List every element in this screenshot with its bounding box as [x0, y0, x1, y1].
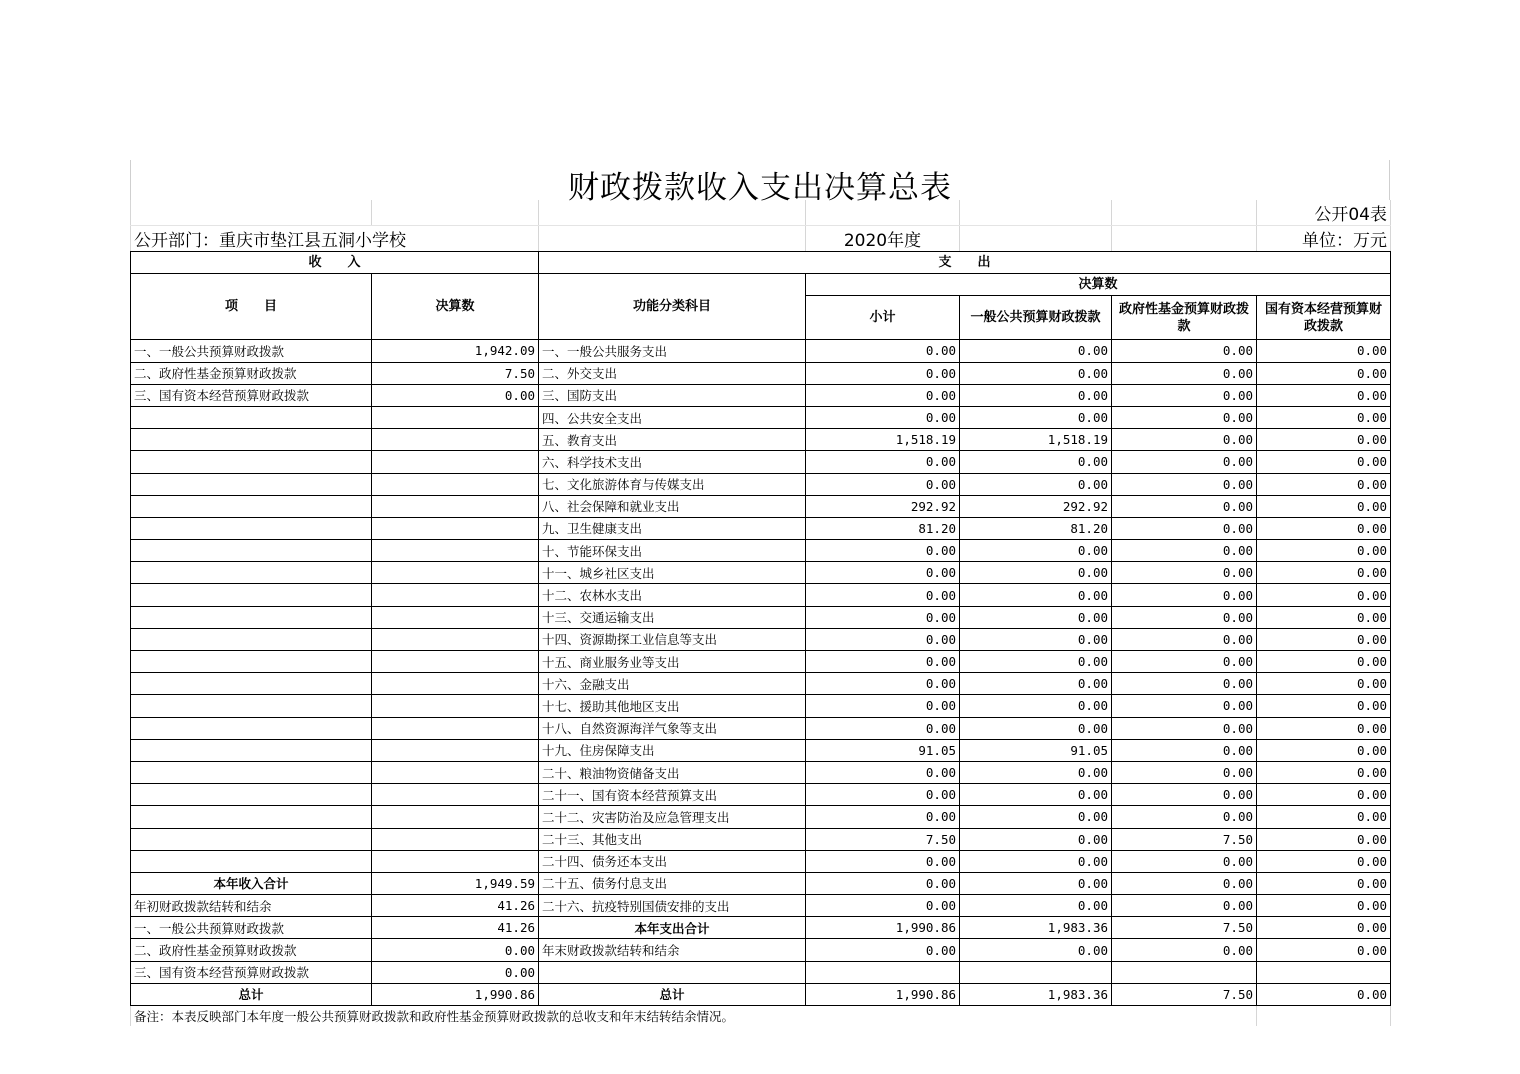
state-capital-cell: 0.00	[1257, 584, 1391, 606]
subtotal-cell: 0.00	[806, 806, 960, 828]
state-capital-cell: 0.00	[1257, 761, 1391, 783]
income-item-cell: 一、一般公共预算财政拨款	[131, 340, 372, 362]
table-row	[131, 384, 1391, 406]
table-row	[131, 495, 1391, 517]
note-table	[130, 1006, 1391, 1026]
subtotal-cell: 0.00	[806, 784, 960, 806]
state-capital-cell: 0.00	[1257, 384, 1391, 406]
state-capital-cell: 0.00	[1257, 540, 1391, 562]
gov-fund-cell: 0.00	[1112, 606, 1257, 628]
gov-fund-cell: 0.00	[1112, 517, 1257, 539]
expense-item-cell: 十三、交通运输支出	[539, 606, 806, 628]
state-capital-cell: 0.00	[1257, 429, 1391, 451]
general-budget-cell: 0.00	[960, 384, 1112, 406]
gov-fund-cell: 0.00	[1112, 495, 1257, 517]
subtotal-cell: 0.00	[806, 540, 960, 562]
func-category-header: 功能分类科目	[539, 274, 806, 340]
income-amount-cell	[372, 761, 539, 783]
general-budget-cell: 292.92	[960, 495, 1112, 517]
subtotal-cell: 292.92	[806, 495, 960, 517]
unit: 单位：万元	[1257, 226, 1391, 252]
table-row	[131, 739, 1391, 761]
income-amount-cell	[372, 451, 539, 473]
income-amount-cell	[372, 628, 539, 650]
income-amount-cell	[372, 495, 539, 517]
table-row	[131, 850, 1391, 872]
gov-fund-cell: 0.00	[1112, 695, 1257, 717]
general-budget-cell: 0.00	[960, 651, 1112, 673]
gov-fund-cell: 0.00	[1112, 761, 1257, 783]
income-item-cell	[131, 495, 372, 517]
expense-item-cell: 二十二、灾害防治及应急管理支出	[539, 806, 806, 828]
income-item-cell: 总计	[131, 983, 372, 1005]
state-capital-cell: 0.00	[1257, 495, 1391, 517]
expense-item-cell: 二十六、抗疫特别国债安排的支出	[539, 895, 806, 917]
income-item-cell	[131, 828, 372, 850]
gov-fund-cell: 0.00	[1112, 895, 1257, 917]
table-row	[131, 717, 1391, 739]
general-budget-cell: 0.00	[960, 784, 1112, 806]
subtotal-cell: 0.00	[806, 651, 960, 673]
table-row	[131, 961, 1391, 983]
gov-fund-cell: 0.00	[1112, 362, 1257, 384]
subtotal-cell: 0.00	[806, 761, 960, 783]
subtotal-cell	[806, 961, 960, 983]
general-budget-cell: 0.00	[960, 939, 1112, 961]
gov-fund-cell: 0.00	[1112, 406, 1257, 428]
gov-fund-cell: 0.00	[1112, 784, 1257, 806]
general-budget-cell: 0.00	[960, 540, 1112, 562]
subtotal-cell: 1,518.19	[806, 429, 960, 451]
gov-fund-cell: 0.00	[1112, 739, 1257, 761]
subtotal-cell: 0.00	[806, 584, 960, 606]
report-sheet	[130, 160, 1390, 1026]
finance-table	[130, 251, 1391, 1006]
expense-header: 支 出	[539, 252, 1391, 274]
income-amount-cell: 7.50	[372, 362, 539, 384]
gov-fund-cell: 0.00	[1112, 717, 1257, 739]
income-item-cell	[131, 695, 372, 717]
gov-fund-cell: 0.00	[1112, 340, 1257, 362]
state-capital-cell: 0.00	[1257, 606, 1391, 628]
expense-item-cell: 十六、金融支出	[539, 673, 806, 695]
table-row	[131, 429, 1391, 451]
expense-item-cell: 十二、农林水支出	[539, 584, 806, 606]
income-amount-cell: 41.26	[372, 895, 539, 917]
general-budget-cell: 0.00	[960, 850, 1112, 872]
income-item-cell	[131, 628, 372, 650]
table-row	[131, 895, 1391, 917]
income-item-cell	[131, 806, 372, 828]
income-item-cell: 三、国有资本经营预算财政拨款	[131, 384, 372, 406]
income-amount-cell	[372, 473, 539, 495]
item-header: 项 目	[131, 274, 372, 340]
subtotal-cell: 0.00	[806, 872, 960, 894]
subtotal-cell: 0.00	[806, 717, 960, 739]
expense-item-cell: 二十五、债务付息支出	[539, 872, 806, 894]
expense-item-cell: 九、卫生健康支出	[539, 517, 806, 539]
income-item-cell	[131, 562, 372, 584]
expense-amount-header: 决算数	[806, 274, 1391, 296]
state-capital-cell: 0.00	[1257, 406, 1391, 428]
expense-item-cell: 二十三、其他支出	[539, 828, 806, 850]
table-row	[131, 517, 1391, 539]
expense-item-cell: 十七、援助其他地区支出	[539, 695, 806, 717]
general-budget-cell: 0.00	[960, 895, 1112, 917]
general-budget-cell: 1,983.36	[960, 983, 1112, 1005]
subtotal-cell: 0.00	[806, 406, 960, 428]
subtotal-cell: 0.00	[806, 340, 960, 362]
gov-fund-cell: 0.00	[1112, 540, 1257, 562]
income-item-cell	[131, 606, 372, 628]
income-amount-cell	[372, 584, 539, 606]
income-amount-cell	[372, 651, 539, 673]
table-row	[131, 695, 1391, 717]
gov-fund-cell: 7.50	[1112, 828, 1257, 850]
subtotal-cell: 0.00	[806, 562, 960, 584]
general-budget-cell: 0.00	[960, 451, 1112, 473]
general-budget-cell: 0.00	[960, 584, 1112, 606]
state-capital-cell: 0.00	[1257, 473, 1391, 495]
subtotal-cell: 91.05	[806, 739, 960, 761]
state-capital-cell: 0.00	[1257, 362, 1391, 384]
state-capital-cell	[1257, 961, 1391, 983]
income-amount-cell: 1,949.59	[372, 872, 539, 894]
income-amount-cell	[372, 717, 539, 739]
expense-item-cell: 年末财政拨款结转和结余	[539, 939, 806, 961]
general-budget-cell: 0.00	[960, 362, 1112, 384]
table-row	[131, 917, 1391, 939]
income-amount-cell: 1,942.09	[372, 340, 539, 362]
income-amount-cell	[372, 739, 539, 761]
gov-fund-cell: 0.00	[1112, 584, 1257, 606]
table-row	[131, 473, 1391, 495]
general-budget-cell: 91.05	[960, 739, 1112, 761]
subtotal-cell: 0.00	[806, 895, 960, 917]
general-budget-cell: 0.00	[960, 761, 1112, 783]
general-budget-cell: 0.00	[960, 828, 1112, 850]
expense-item-cell: 二十四、债务还本支出	[539, 850, 806, 872]
subtotal-cell: 0.00	[806, 473, 960, 495]
gov-fund-cell: 0.00	[1112, 939, 1257, 961]
general-budget-cell: 0.00	[960, 340, 1112, 362]
income-item-cell	[131, 451, 372, 473]
expense-item-cell: 十、节能环保支出	[539, 540, 806, 562]
income-item-cell	[131, 850, 372, 872]
income-amount-header: 决算数	[372, 274, 539, 340]
general-budget-cell: 81.20	[960, 517, 1112, 539]
income-amount-cell	[372, 562, 539, 584]
state-capital-cell: 0.00	[1257, 806, 1391, 828]
income-amount-cell	[372, 784, 539, 806]
general-budget-cell: 0.00	[960, 606, 1112, 628]
title-row	[130, 160, 1390, 206]
income-amount-cell	[372, 517, 539, 539]
expense-item-cell: 六、科学技术支出	[539, 451, 806, 473]
gov-fund-cell: 0.00	[1112, 651, 1257, 673]
income-amount-cell: 0.00	[372, 384, 539, 406]
gov-fund-cell: 0.00	[1112, 850, 1257, 872]
table-row	[131, 806, 1391, 828]
state-capital-cell: 0.00	[1257, 651, 1391, 673]
income-item-cell	[131, 540, 372, 562]
table-row	[131, 628, 1391, 650]
table-row	[131, 584, 1391, 606]
state-capital-cell: 0.00	[1257, 784, 1391, 806]
income-amount-cell: 1,990.86	[372, 983, 539, 1005]
table-row	[131, 872, 1391, 894]
state-capital-cell: 0.00	[1257, 895, 1391, 917]
subtotal-cell: 1,990.86	[806, 917, 960, 939]
expense-item-cell: 总计	[539, 983, 806, 1005]
income-item-cell	[131, 784, 372, 806]
expense-item-cell: 十五、商业服务业等支出	[539, 651, 806, 673]
income-item-cell: 二、政府性基金预算财政拨款	[131, 362, 372, 384]
income-amount-cell	[372, 406, 539, 428]
income-item-cell	[131, 651, 372, 673]
state-capital-cell: 0.00	[1257, 628, 1391, 650]
state-capital-cell: 0.00	[1257, 673, 1391, 695]
expense-item-cell: 十八、自然资源海洋气象等支出	[539, 717, 806, 739]
general-budget-cell	[960, 961, 1112, 983]
general-budget-cell: 0.00	[960, 673, 1112, 695]
gov-fund-header: 政府性基金预算财政拨款	[1112, 296, 1257, 340]
income-item-cell	[131, 717, 372, 739]
state-capital-cell: 0.00	[1257, 872, 1391, 894]
gov-fund-cell: 7.50	[1112, 917, 1257, 939]
expense-item-cell: 四、公共安全支出	[539, 406, 806, 428]
table-row	[131, 673, 1391, 695]
general-budget-cell: 1,518.19	[960, 429, 1112, 451]
expense-item-cell: 五、教育支出	[539, 429, 806, 451]
income-amount-cell	[372, 806, 539, 828]
state-capital-cell: 0.00	[1257, 717, 1391, 739]
table-row	[131, 362, 1391, 384]
footnote: 备注：本表反映部门本年度一般公共预算财政拨款和政府性基金预算财政拨款的总收支和年末结转结余情况。	[131, 1006, 1257, 1026]
table-row	[131, 540, 1391, 562]
note-cell	[1257, 1006, 1391, 1026]
table-row	[131, 761, 1391, 783]
report-title: 财政拨款收入支出决算总表	[568, 170, 952, 206]
state-capital-cell: 0.00	[1257, 939, 1391, 961]
expense-item-cell: 二十一、国有资本经营预算支出	[539, 784, 806, 806]
meta-cell	[960, 226, 1112, 252]
department: 公开部门：重庆市垫江县五洞小学校	[131, 226, 539, 252]
state-capital-cell: 0.00	[1257, 517, 1391, 539]
gov-fund-cell: 7.50	[1112, 983, 1257, 1005]
gov-fund-cell: 0.00	[1112, 628, 1257, 650]
meta-cell	[539, 226, 806, 252]
income-item-cell	[131, 429, 372, 451]
form-code: 公开04表	[1257, 200, 1391, 226]
subtotal-header: 小计	[806, 296, 960, 340]
income-amount-cell	[372, 540, 539, 562]
expense-item-cell: 二十、粮油物资储备支出	[539, 761, 806, 783]
subtotal-cell: 0.00	[806, 362, 960, 384]
gov-fund-cell: 0.00	[1112, 473, 1257, 495]
income-item-cell	[131, 584, 372, 606]
state-capital-cell: 0.00	[1257, 983, 1391, 1005]
income-amount-cell	[372, 850, 539, 872]
income-amount-cell	[372, 828, 539, 850]
income-header: 收 入	[131, 252, 539, 274]
expense-item-cell: 三、国防支出	[539, 384, 806, 406]
subtotal-cell: 0.00	[806, 451, 960, 473]
income-item-cell: 二、政府性基金预算财政拨款	[131, 939, 372, 961]
state-capital-cell: 0.00	[1257, 850, 1391, 872]
expense-item-cell: 本年支出合计	[539, 917, 806, 939]
income-item-cell	[131, 761, 372, 783]
table-row	[131, 651, 1391, 673]
general-budget-cell: 0.00	[960, 695, 1112, 717]
state-capital-cell: 0.00	[1257, 451, 1391, 473]
income-item-cell: 一、一般公共预算财政拨款	[131, 917, 372, 939]
income-amount-cell	[372, 695, 539, 717]
gov-fund-cell: 0.00	[1112, 384, 1257, 406]
income-item-cell	[131, 673, 372, 695]
gov-fund-cell: 0.00	[1112, 806, 1257, 828]
table-row	[131, 406, 1391, 428]
general-budget-cell: 0.00	[960, 473, 1112, 495]
general-budget-cell: 0.00	[960, 562, 1112, 584]
subtotal-cell: 0.00	[806, 695, 960, 717]
income-amount-cell	[372, 673, 539, 695]
income-amount-cell	[372, 429, 539, 451]
expense-item-cell: 十四、资源勘探工业信息等支出	[539, 628, 806, 650]
table-row	[131, 451, 1391, 473]
general-budget-header: 一般公共预算财政拨款	[960, 296, 1112, 340]
subtotal-cell: 0.00	[806, 606, 960, 628]
income-item-cell	[131, 739, 372, 761]
income-item-cell	[131, 406, 372, 428]
income-amount-cell	[372, 606, 539, 628]
state-capital-cell: 0.00	[1257, 828, 1391, 850]
state-capital-cell: 0.00	[1257, 340, 1391, 362]
expense-item-cell: 七、文化旅游体育与传媒支出	[539, 473, 806, 495]
subtotal-cell: 1,990.86	[806, 983, 960, 1005]
gov-fund-cell: 0.00	[1112, 429, 1257, 451]
income-item-cell: 年初财政拨款结转和结余	[131, 895, 372, 917]
income-amount-cell: 0.00	[372, 939, 539, 961]
general-budget-cell: 0.00	[960, 406, 1112, 428]
gov-fund-cell: 0.00	[1112, 451, 1257, 473]
gov-fund-cell: 0.00	[1112, 562, 1257, 584]
expense-item-cell	[539, 961, 806, 983]
subtotal-cell: 0.00	[806, 384, 960, 406]
state-capital-cell: 0.00	[1257, 695, 1391, 717]
meta-cell	[1112, 226, 1257, 252]
income-item-cell	[131, 517, 372, 539]
general-budget-cell: 0.00	[960, 872, 1112, 894]
table-row	[131, 939, 1391, 961]
expense-item-cell: 二、外交支出	[539, 362, 806, 384]
table-row	[131, 784, 1391, 806]
expense-item-cell: 八、社会保障和就业支出	[539, 495, 806, 517]
general-budget-cell: 0.00	[960, 806, 1112, 828]
year: 2020年度	[806, 226, 960, 252]
general-budget-cell: 0.00	[960, 628, 1112, 650]
income-item-cell: 三、国有资本经营预算财政拨款	[131, 961, 372, 983]
general-budget-cell: 1,983.36	[960, 917, 1112, 939]
state-capital-header: 国有资本经营预算财政拨款	[1257, 296, 1391, 340]
subtotal-cell: 0.00	[806, 628, 960, 650]
subtotal-cell: 0.00	[806, 850, 960, 872]
table-row	[131, 828, 1391, 850]
meta-table	[130, 200, 1391, 251]
expense-item-cell: 十一、城乡社区支出	[539, 562, 806, 584]
table-body	[131, 340, 1391, 1006]
subtotal-cell: 81.20	[806, 517, 960, 539]
subtotal-cell: 7.50	[806, 828, 960, 850]
state-capital-cell: 0.00	[1257, 739, 1391, 761]
subtotal-cell: 0.00	[806, 673, 960, 695]
subtotal-cell: 0.00	[806, 939, 960, 961]
table-row	[131, 340, 1391, 362]
gov-fund-cell: 0.00	[1112, 673, 1257, 695]
state-capital-cell: 0.00	[1257, 562, 1391, 584]
expense-item-cell: 十九、住房保障支出	[539, 739, 806, 761]
income-item-cell: 本年收入合计	[131, 872, 372, 894]
income-amount-cell: 0.00	[372, 961, 539, 983]
income-amount-cell: 41.26	[372, 917, 539, 939]
general-budget-cell: 0.00	[960, 717, 1112, 739]
gov-fund-cell: 0.00	[1112, 872, 1257, 894]
income-item-cell	[131, 473, 372, 495]
gov-fund-cell	[1112, 961, 1257, 983]
expense-item-cell: 一、一般公共服务支出	[539, 340, 806, 362]
table-row	[131, 562, 1391, 584]
table-row	[131, 983, 1391, 1005]
state-capital-cell: 0.00	[1257, 917, 1391, 939]
table-row	[131, 606, 1391, 628]
